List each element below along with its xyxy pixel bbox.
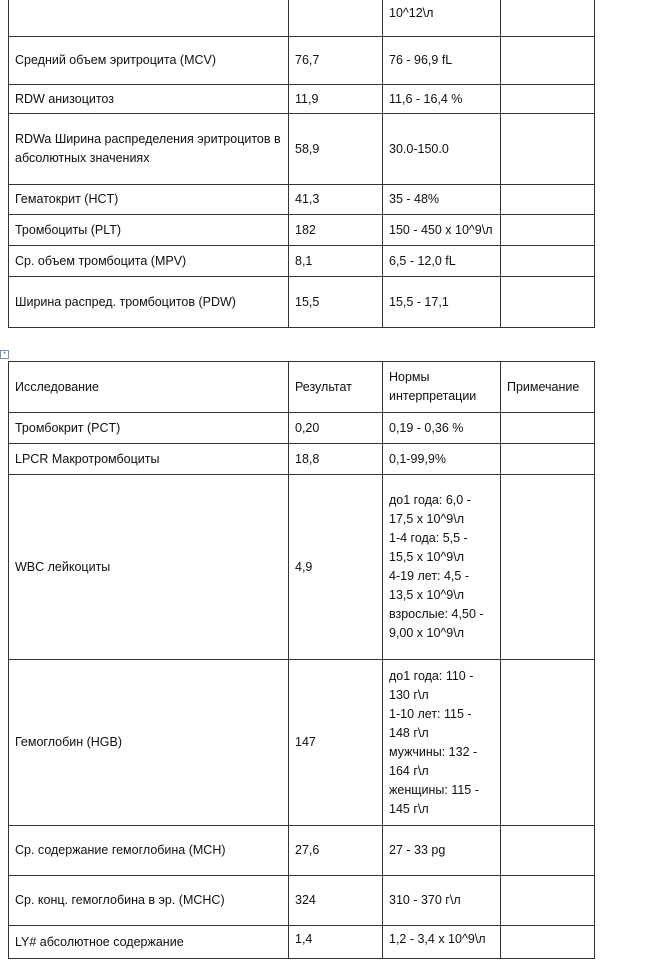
norm-line: 150 - 450 x 10^9\л xyxy=(389,222,493,237)
norm-line: взрослые: 4,50 - 9,00 x 10^9\л xyxy=(389,607,484,640)
result-cell: 58,9 xyxy=(289,114,383,185)
table-row xyxy=(9,876,595,926)
note-cell xyxy=(501,0,595,37)
norm-line: 310 - 370 г\л xyxy=(389,893,461,907)
norm-cell xyxy=(383,475,501,660)
norm-line: 1-4 года: 5,5 - 15,5 x 10^9\л xyxy=(389,531,468,564)
result-cell: 0,20 xyxy=(289,413,383,444)
norm-cell xyxy=(383,413,501,444)
norm-line: до1 года: 6,0 - 17,5 x 10^9\л xyxy=(389,493,471,526)
table-move-handle-icon[interactable]: + xyxy=(0,350,9,359)
norm-line: 30.0-150.0 xyxy=(389,141,449,156)
table-row xyxy=(9,85,595,114)
test-name-cell: RDW анизоцитоз xyxy=(9,85,289,114)
norm-line: до1 года: 110 - 130 г\л xyxy=(389,668,474,702)
header-result: Результат xyxy=(289,362,383,413)
test-name-cell xyxy=(9,0,289,37)
header-test-name: Исследование xyxy=(9,362,289,413)
test-name-cell: Ср. содержание гемоглобина (MCH) xyxy=(9,826,289,876)
table-row xyxy=(9,660,595,826)
norm-line: женщины: 115 - 145 г\л xyxy=(389,782,479,816)
result-cell: 324 xyxy=(289,876,383,926)
result-cell xyxy=(289,0,383,37)
norm-line: 35 - 48% xyxy=(389,192,440,206)
table-header-row xyxy=(9,362,595,413)
result-cell: 76,7 xyxy=(289,37,383,85)
note-cell xyxy=(501,660,595,826)
norm-cell xyxy=(383,876,501,926)
result-cell: 15,5 xyxy=(289,277,383,328)
note-cell xyxy=(501,444,595,475)
table-row xyxy=(9,0,595,37)
note-cell xyxy=(501,413,595,444)
norm-cell xyxy=(383,215,501,246)
result-cell: 11,9 xyxy=(289,85,383,114)
norm-line: 1,2 - 3,4 x 10^9\л xyxy=(389,932,486,946)
table-row xyxy=(9,926,595,959)
test-name-cell: Ширина распред. тромбоцитов (PDW) xyxy=(9,277,289,328)
table-row xyxy=(9,413,595,444)
header-note: Примечание xyxy=(501,362,595,413)
table-row xyxy=(9,215,595,246)
result-cell: 18,8 xyxy=(289,444,383,475)
table-row xyxy=(9,37,595,85)
test-name-cell: Гематокрит (HCT) xyxy=(9,185,289,215)
note-cell xyxy=(501,277,595,328)
test-name-cell: LPCR Макротромбоциты xyxy=(9,444,289,475)
note-cell xyxy=(501,85,595,114)
test-name-cell: Средний объем эритроцита (MCV) xyxy=(9,37,289,85)
test-name-cell: Гемоглобин (HGB) xyxy=(9,660,289,826)
table-row xyxy=(9,246,595,277)
norm-cell xyxy=(383,926,501,959)
norm-cell xyxy=(383,246,501,277)
result-cell: 4,9 xyxy=(289,475,383,660)
norm-line: 1-10 лет: 115 - 148 г\л xyxy=(389,706,472,740)
norm-line: 11,6 - 16,4 % xyxy=(389,91,463,106)
note-cell xyxy=(501,876,595,926)
result-cell: 8,1 xyxy=(289,246,383,277)
table-row xyxy=(9,826,595,876)
test-name-cell: Ср. конц. гемоглобина в эр. (MCHC) xyxy=(9,876,289,926)
norm-line: 27 - 33 pg xyxy=(389,843,446,857)
norm-cell xyxy=(383,660,501,826)
norm-line: 0,1-99,9% xyxy=(389,451,446,466)
norm-line: мужчины: 132 - 164 г\л xyxy=(389,744,478,778)
results-table xyxy=(8,361,595,959)
table-row xyxy=(9,277,595,328)
note-cell xyxy=(501,215,595,246)
results-table-continuation xyxy=(8,0,595,328)
norm-cell xyxy=(383,37,501,85)
norm-line: 76 - 96,9 fL xyxy=(389,53,453,67)
result-cell: 1,4 xyxy=(289,926,383,959)
result-cell: 147 xyxy=(289,660,383,826)
result-cell: 41,3 xyxy=(289,185,383,215)
norm-line: 4-19 лет: 4,5 - 13,5 x 10^9\л xyxy=(389,569,470,602)
norm-line: 10^12\л xyxy=(389,6,434,20)
test-name-cell: RDWa Ширина распределения эритроцитов в абсолютных значениях xyxy=(9,114,289,185)
table-row xyxy=(9,444,595,475)
table-row xyxy=(9,185,595,215)
result-cell: 27,6 xyxy=(289,826,383,876)
note-cell xyxy=(501,926,595,959)
note-cell xyxy=(501,246,595,277)
norm-line: 15,5 - 17,1 xyxy=(389,294,449,309)
test-name-cell: Тромбокрит (PCT) xyxy=(9,413,289,444)
norm-cell xyxy=(383,85,501,114)
norm-line: 0,19 - 0,36 % xyxy=(389,420,464,435)
norm-cell xyxy=(383,185,501,215)
test-name-cell: LY# абсолютное содержание xyxy=(9,926,289,959)
test-name-cell: Ср. объем тромбоцита (MPV) xyxy=(9,246,289,277)
norm-cell xyxy=(383,0,501,37)
norm-cell xyxy=(383,277,501,328)
note-cell xyxy=(501,114,595,185)
norm-line: 6,5 - 12,0 fL xyxy=(389,253,456,268)
note-cell xyxy=(501,826,595,876)
norm-cell xyxy=(383,826,501,876)
note-cell xyxy=(501,37,595,85)
table-row xyxy=(9,475,595,660)
header-norm: Нормы интерпретации xyxy=(383,362,501,413)
table-row xyxy=(9,114,595,185)
note-cell xyxy=(501,185,595,215)
norm-cell xyxy=(383,444,501,475)
result-cell: 182 xyxy=(289,215,383,246)
note-cell xyxy=(501,475,595,660)
test-name-cell: Тромбоциты (PLT) xyxy=(9,215,289,246)
norm-cell xyxy=(383,114,501,185)
test-name-cell: WBC лейкоциты xyxy=(9,475,289,660)
